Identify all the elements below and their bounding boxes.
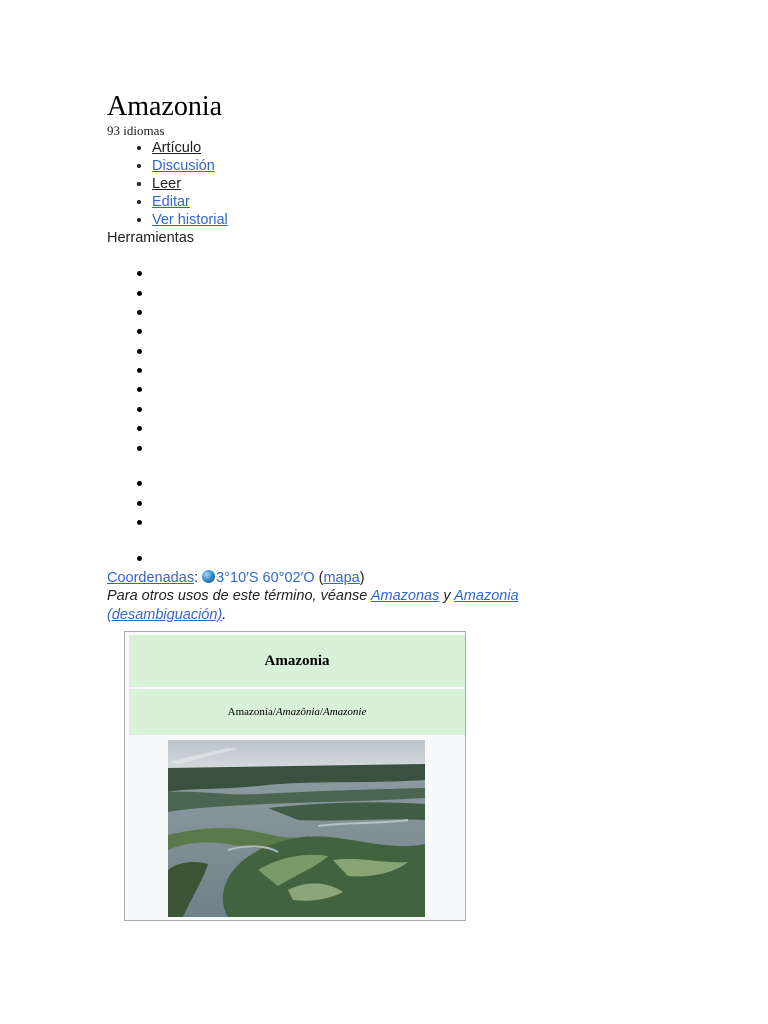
tab-read-label[interactable]: Leer (152, 176, 182, 192)
tool-item[interactable] (137, 556, 142, 561)
hatnote-link-amazonas[interactable]: Amazonas (370, 588, 440, 604)
amazon-river-photo[interactable] (168, 740, 425, 917)
tab-discussion-label[interactable]: Discusión (152, 158, 215, 174)
tool-item[interactable] (137, 446, 142, 451)
tab-read[interactable] (152, 175, 228, 193)
disambiguation-hatnote (107, 587, 567, 625)
tools-menu[interactable]: Herramientas (107, 230, 195, 246)
hatnote-suffix: . (222, 607, 227, 623)
coordinates-link[interactable]: Coordenadas (107, 570, 195, 586)
tool-item[interactable] (137, 426, 142, 431)
infobox (124, 631, 466, 921)
coordinates-line (107, 569, 365, 587)
tool-item[interactable] (137, 481, 142, 486)
infobox-subtitle-pt: Amazônia (275, 706, 320, 718)
tool-item[interactable] (137, 520, 142, 525)
map-link[interactable]: mapa (323, 570, 360, 586)
tab-edit[interactable] (152, 193, 228, 211)
tab-article-label[interactable]: Artículo (152, 140, 202, 156)
tool-item[interactable] (137, 271, 142, 276)
infobox-subtitle-sep: / (319, 706, 323, 718)
tool-item[interactable] (137, 501, 142, 506)
tool-item[interactable] (137, 291, 142, 296)
page-tabs (107, 139, 228, 229)
tool-item[interactable] (137, 387, 142, 392)
infobox-title: Amazonia (129, 635, 465, 687)
hatnote-prefix: Para otros usos de este término, véanse (107, 588, 371, 604)
tab-history-label[interactable]: Ver historial (152, 212, 228, 228)
coordinates-separator: : (194, 570, 199, 586)
globe-icon[interactable] (202, 570, 215, 583)
tool-item[interactable] (137, 349, 142, 354)
tool-item[interactable] (137, 407, 142, 412)
coordinates-value[interactable]: 3°10′S 60°02′O (216, 570, 315, 586)
language-selector[interactable]: 93 idiomas (107, 123, 165, 138)
tool-item[interactable] (137, 368, 142, 373)
hatnote-link-disambiguation[interactable]: Amazonia (desambiguación) (107, 588, 519, 623)
infobox-subtitle-fr: Amazonie (322, 706, 367, 718)
tab-article[interactable] (152, 139, 228, 157)
hatnote-middle: y (439, 588, 455, 604)
infobox-subtitle-es: Amazonía/ (227, 706, 276, 718)
tab-edit-label[interactable]: Editar (152, 194, 190, 210)
tool-item[interactable] (137, 329, 142, 334)
coordinates-close-paren: ) (359, 570, 365, 586)
tab-history[interactable] (152, 211, 228, 229)
infobox-subtitle (129, 689, 465, 735)
tab-discussion[interactable] (152, 157, 228, 175)
page-title: Amazonia (107, 91, 223, 122)
tool-item[interactable] (137, 310, 142, 315)
coordinates-open-paren: ( (314, 570, 324, 586)
